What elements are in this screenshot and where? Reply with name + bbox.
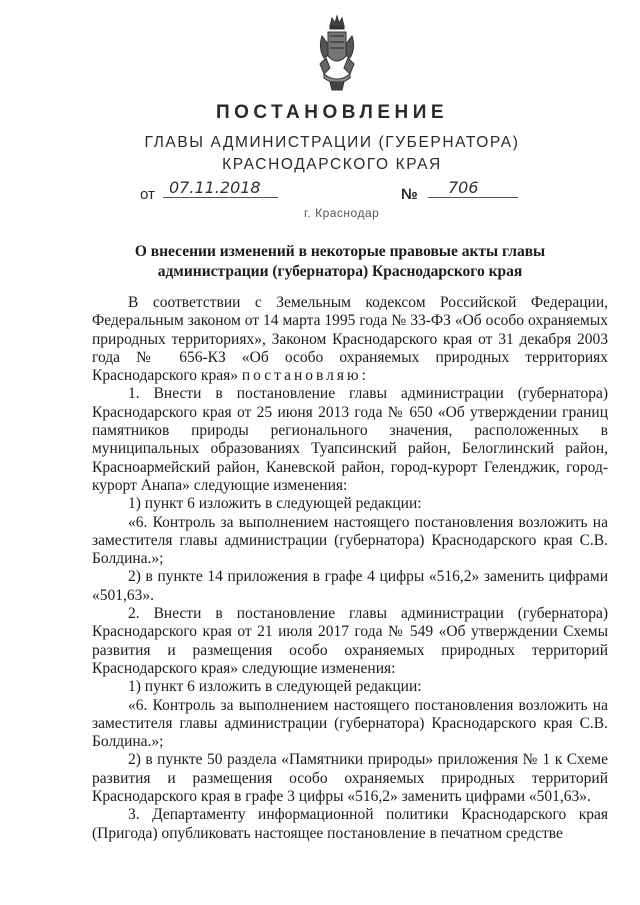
paragraph-2-2: 2) в пункте 50 раздела «Памятники природы» приложения № 1 к Схеме развития и размещения особо охраняемых природных территорий Краснодарского края в графе 3 цифры «516,2» заменить цифрами «501,63». bbox=[92, 751, 608, 806]
paragraph-1-2: 2) в пункте 14 приложения в графе 4 цифры «516,2» заменить цифрами «501,63». bbox=[92, 568, 608, 604]
paragraph-2-1-text: «6. Контроль за выполнением настоящего постановления возложить на заместителя главы администрации (губернатора) Краснодарского края С.В. Болдина.»; bbox=[92, 696, 608, 751]
issuer-line-1: ГЛАВЫ АДМИНИСТРАЦИИ (ГУБЕРНАТОРА) bbox=[144, 134, 520, 151]
paragraph-1-1-text: «6. Контроль за выполнением настоящего постановления возложить на заместителя главы администрации (губернатора) Краснодарского края С.В. Болдина.»; bbox=[92, 513, 608, 568]
number-sign: № bbox=[401, 186, 418, 203]
paragraph-3: 3. Департаменту информационной политики Краснодарского края (Пригода) опубликовать настоящее постановление в печатном средстве bbox=[92, 806, 608, 842]
date-prefix: от bbox=[140, 186, 155, 203]
coat-of-arms-icon bbox=[316, 14, 358, 92]
date-number-line bbox=[0, 178, 640, 208]
paragraph-1: 1. Внести в постановление главы администрации (губернатора) Краснодарского края от 25 июня 2013 года № 650 «Об утверждении границ памятников природы регионального значения, расположенных в муниципальных образованиях Туапсинский район, Белоглинский район, Красноармейский район, Каневской район, город-курорт Геленджик, город-курорт Анапа» следующие изменения: bbox=[92, 385, 608, 494]
paragraph-1-1: 1) пункт 6 изложить в следующей редакции: bbox=[128, 495, 422, 513]
document-date: 07.11.2018 bbox=[163, 178, 278, 198]
document-type-title: ПОСТАНОВЛЕНИЕ bbox=[215, 102, 449, 123]
issuer-line-2: КРАСНОДАРСКОГО КРАЯ bbox=[222, 156, 442, 173]
paragraph-2: 2. Внести в постановление главы администрации (губернатора) Краснодарского края от 21 июля 2017 года № 549 «Об утверждении Схемы развития и размещения особо охраняемых природных территорий Краснодарского края» следующие изменения: bbox=[92, 605, 608, 677]
city-label: г. Краснодар bbox=[304, 206, 380, 220]
preamble-text: В соответствии с Земельным кодексом Российской Федерации, Федеральным законом от 14 марта 1995 года № 33-ФЗ «Об особо охраняемых природных территориях», Законом Краснодарского края от 31 декабря 2003 года № 656-КЗ «Об особо охраняемых природных территориях Краснодарского края» bbox=[92, 294, 608, 385]
document-number: 706 bbox=[428, 178, 518, 198]
paragraph-2-1: 1) пункт 6 изложить в следующей редакции: bbox=[128, 678, 422, 696]
document-subject: О внесении изменений в некоторые правовые акты главы администрации (губернатора) Краснодарского края bbox=[134, 243, 546, 280]
resolution-word: постановляю: bbox=[241, 367, 369, 385]
paragraph-preamble bbox=[92, 294, 608, 385]
document-body bbox=[92, 294, 608, 843]
